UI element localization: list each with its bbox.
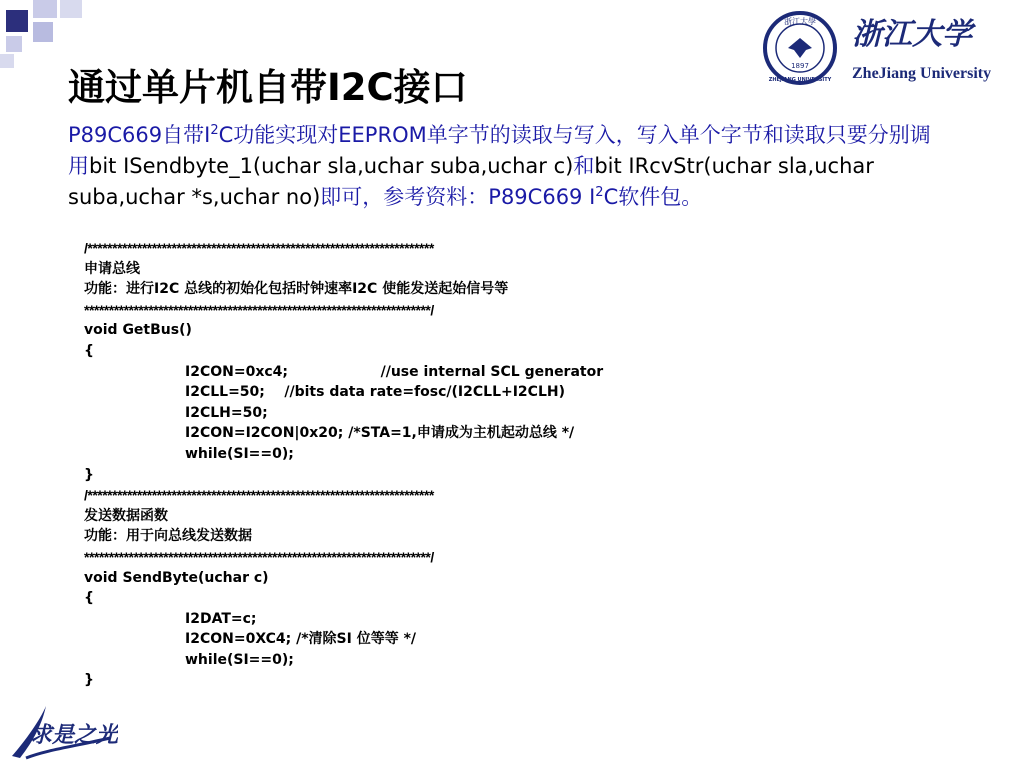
qiushi-logo: [6, 700, 118, 764]
deco-square: [33, 0, 57, 18]
intro-text-2: C功能实现对EEPROM单字节的读取与写入，写入单个字节和读取只要分别调用: [68, 123, 931, 178]
intro-text-3: 即可，参考资料：P89C669 I: [320, 185, 596, 209]
intro-text-4: C软件包。: [603, 185, 703, 209]
code-line: 功能：用于向总线发送数据: [84, 528, 252, 545]
code-line: /**********************************************************************: [84, 487, 434, 504]
code-line: void SendByte(uchar c): [84, 569, 269, 586]
code-line: {: [84, 342, 94, 359]
code-line: I2CON=I2CON|0x20; /*STA=1,申请成为主机起动总线 */: [185, 425, 575, 442]
code-line: 发送数据函数: [84, 507, 168, 524]
code-line: {: [84, 590, 94, 607]
seal-text: ZHEJIANG UNIVERSITY: [768, 77, 832, 83]
code-line: /**********************************************************************: [84, 240, 434, 256]
code-line: void GetBus(): [84, 322, 192, 339]
intro-function-2: bit IRcvStr(uchar sla,uchar suba,uchar *s,uchar no): [68, 154, 874, 209]
university-name-en: ZheJiang University: [852, 65, 992, 82]
deco-square: [0, 54, 14, 68]
logo-text: 求是之光: [30, 722, 118, 748]
code-line: }: [84, 466, 94, 483]
code-line: I2CLH=50;: [185, 404, 268, 421]
intro-paragraph: [68, 120, 938, 213]
code-line: I2CON=0XC4; /*清除SI 位等等 */: [185, 631, 417, 648]
code-line: while(SI==0);: [185, 445, 294, 462]
code-line: **********************************************************************/: [84, 548, 434, 565]
code-line: I2CLL=50; //bits data rate=fosc/(I2CLL+I2CLH): [185, 384, 565, 401]
slide-title: 通过单片机自带I2C接口: [68, 66, 468, 109]
intro-function-1: bit ISendbyte_1(uchar sla,uchar suba,uchar c): [89, 154, 574, 178]
seal-year: 1897: [791, 62, 809, 70]
code-line: }: [84, 672, 94, 689]
code-line: 申请总线: [84, 260, 140, 277]
university-name-cn: 浙江大学: [852, 17, 972, 52]
intro-text-1: P89C669自带I: [68, 123, 211, 147]
deco-square: [33, 22, 53, 42]
zhejiang-university-logo: [760, 8, 1016, 88]
code-line: 功能：进行I2C 总线的初始化包括时钟速率I2C 使能发送起始信号等: [84, 281, 509, 298]
intro-sup-2: 2: [595, 185, 604, 200]
deco-square: [6, 10, 28, 32]
code-line: while(SI==0);: [185, 651, 294, 668]
code-line: **********************************************************************/: [84, 301, 434, 318]
code-line: I2DAT=c;: [185, 610, 257, 627]
intro-sup-1: 2: [210, 123, 219, 138]
seal-eagle-icon: [788, 38, 812, 58]
code-line: I2CON=0xc4; //use internal SCL generator: [185, 363, 604, 380]
deco-square: [6, 36, 22, 52]
intro-text-and: 和: [573, 154, 595, 178]
seal-cn: 浙江大學: [784, 17, 816, 26]
deco-square: [60, 0, 82, 18]
code-listing: [84, 238, 784, 691]
